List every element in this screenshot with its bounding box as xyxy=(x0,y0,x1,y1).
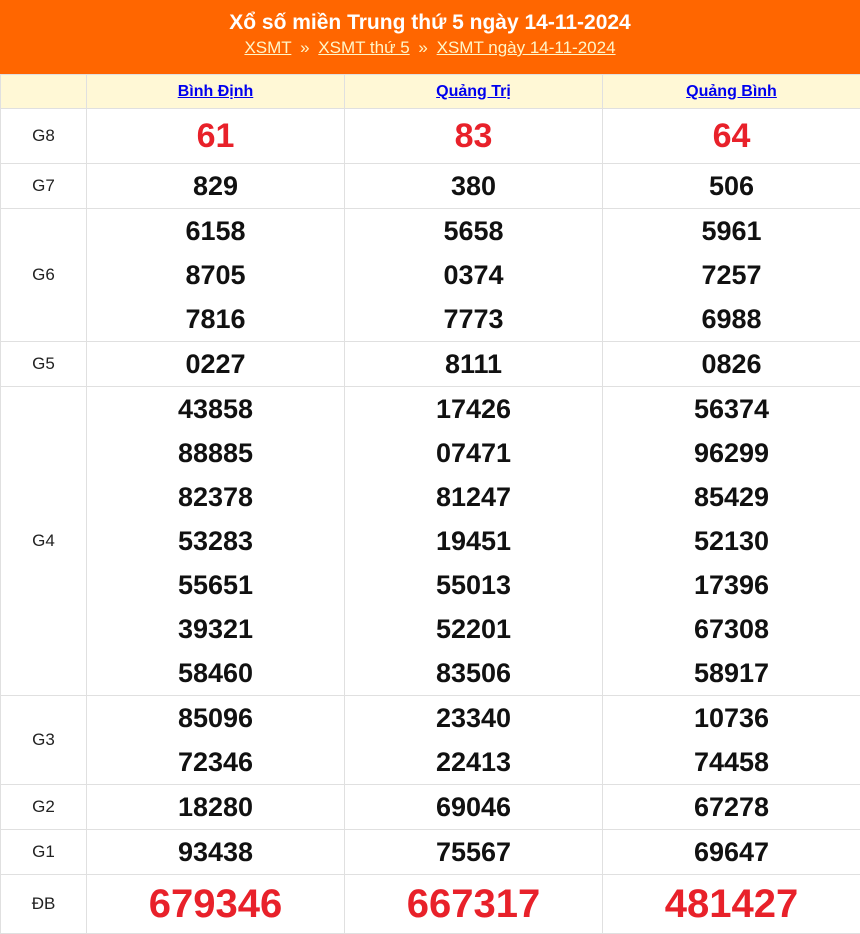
lottery-number: 380 xyxy=(345,164,602,208)
breadcrumb-link-xsmt-thu-5[interactable]: XSMT thứ 5 xyxy=(318,38,409,57)
lottery-number: 23340 xyxy=(345,696,602,740)
prize-result-cell xyxy=(345,696,603,785)
lottery-number: 07471 xyxy=(345,431,602,475)
prize-result-cell xyxy=(603,696,860,785)
lottery-number: 58460 xyxy=(87,651,344,695)
prize-label: G8 xyxy=(1,109,87,164)
lottery-number: 17396 xyxy=(603,563,860,607)
lottery-number: 0826 xyxy=(603,342,860,386)
prize-result-cell xyxy=(87,875,345,934)
lottery-number: 22413 xyxy=(345,740,602,784)
prize-result-cell xyxy=(87,342,345,387)
lottery-number: 82378 xyxy=(87,475,344,519)
prize-row xyxy=(1,342,860,387)
prize-result-cell xyxy=(87,164,345,209)
prize-label: G6 xyxy=(1,209,87,342)
breadcrumb-separator: » xyxy=(300,38,309,57)
prize-row xyxy=(1,109,860,164)
lottery-number: 52201 xyxy=(345,607,602,651)
lottery-number: 55651 xyxy=(87,563,344,607)
lottery-number: 69647 xyxy=(603,830,860,874)
lottery-number: 72346 xyxy=(87,740,344,784)
prize-table-body xyxy=(1,109,860,934)
lottery-number: 10736 xyxy=(603,696,860,740)
lottery-number: 43858 xyxy=(87,387,344,431)
lottery-number: 56374 xyxy=(603,387,860,431)
page-title: Xổ số miền Trung thứ 5 ngày 14-11-2024 xyxy=(0,10,860,36)
page-header xyxy=(0,0,860,74)
prize-result-cell xyxy=(345,342,603,387)
prize-result-cell xyxy=(603,875,860,934)
prize-row xyxy=(1,164,860,209)
province-header-cell xyxy=(345,75,603,109)
breadcrumb-link-xsmt[interactable]: XSMT xyxy=(244,38,291,57)
prize-row xyxy=(1,696,860,785)
prize-label: G7 xyxy=(1,164,87,209)
prize-result-cell xyxy=(603,387,860,696)
prize-result-cell xyxy=(345,830,603,875)
lottery-number: 74458 xyxy=(603,740,860,784)
prize-row xyxy=(1,875,860,934)
lottery-number: 829 xyxy=(87,164,344,208)
lottery-number: 83 xyxy=(345,109,602,163)
lottery-number: 67278 xyxy=(603,785,860,829)
lottery-number: 17426 xyxy=(345,387,602,431)
lottery-number: 55013 xyxy=(345,563,602,607)
lottery-number: 8111 xyxy=(345,342,602,386)
prize-result-cell xyxy=(87,830,345,875)
lottery-number: 19451 xyxy=(345,519,602,563)
prize-result-cell xyxy=(603,109,860,164)
lottery-number: 481427 xyxy=(603,875,860,933)
prize-result-cell xyxy=(345,209,603,342)
lottery-number: 53283 xyxy=(87,519,344,563)
lottery-number: 5658 xyxy=(345,209,602,253)
lottery-number: 7773 xyxy=(345,297,602,341)
lottery-number: 0227 xyxy=(87,342,344,386)
province-link-binh-dinh[interactable]: Bình Định xyxy=(178,83,254,100)
prize-result-cell xyxy=(603,342,860,387)
lottery-number: 39321 xyxy=(87,607,344,651)
lottery-number: 52130 xyxy=(603,519,860,563)
prize-label: G3 xyxy=(1,696,87,785)
prize-row xyxy=(1,387,860,696)
prize-result-cell xyxy=(87,387,345,696)
province-link-quang-tri[interactable]: Quảng Trị xyxy=(436,83,511,100)
prize-result-cell xyxy=(87,785,345,830)
prize-result-cell xyxy=(87,696,345,785)
province-header-cell xyxy=(603,75,860,109)
prize-result-cell xyxy=(345,109,603,164)
prize-result-cell xyxy=(603,785,860,830)
header-empty-cell xyxy=(1,75,87,109)
prize-result-cell xyxy=(87,209,345,342)
prize-row xyxy=(1,830,860,875)
prize-result-cell xyxy=(345,164,603,209)
lottery-number: 67308 xyxy=(603,607,860,651)
prize-result-cell xyxy=(603,164,860,209)
prize-result-cell xyxy=(87,109,345,164)
results-table xyxy=(0,74,860,934)
prize-result-cell xyxy=(345,875,603,934)
province-header-cell xyxy=(87,75,345,109)
lottery-number: 83506 xyxy=(345,651,602,695)
lottery-number: 75567 xyxy=(345,830,602,874)
prize-result-cell xyxy=(603,209,860,342)
breadcrumb xyxy=(0,36,860,60)
lottery-number: 58917 xyxy=(603,651,860,695)
lottery-number: 679346 xyxy=(87,875,344,933)
lottery-number: 96299 xyxy=(603,431,860,475)
prize-label: ĐB xyxy=(1,875,87,934)
lottery-number: 85429 xyxy=(603,475,860,519)
lottery-number: 93438 xyxy=(87,830,344,874)
breadcrumb-separator: » xyxy=(418,38,427,57)
lottery-number: 18280 xyxy=(87,785,344,829)
prize-label: G1 xyxy=(1,830,87,875)
lottery-number: 0374 xyxy=(345,253,602,297)
province-header-row xyxy=(1,75,860,109)
lottery-number: 7257 xyxy=(603,253,860,297)
prize-result-cell xyxy=(603,830,860,875)
lottery-number: 61 xyxy=(87,109,344,163)
lottery-number: 6988 xyxy=(603,297,860,341)
lottery-number: 667317 xyxy=(345,875,602,933)
prize-label: G4 xyxy=(1,387,87,696)
lottery-number: 6158 xyxy=(87,209,344,253)
lottery-number: 506 xyxy=(603,164,860,208)
province-link-quang-binh[interactable]: Quảng Bình xyxy=(686,83,777,100)
lottery-number: 5961 xyxy=(603,209,860,253)
prize-result-cell xyxy=(345,785,603,830)
lottery-number: 81247 xyxy=(345,475,602,519)
prize-row xyxy=(1,209,860,342)
lottery-number: 69046 xyxy=(345,785,602,829)
lottery-number: 7816 xyxy=(87,297,344,341)
prize-result-cell xyxy=(345,387,603,696)
lottery-number: 85096 xyxy=(87,696,344,740)
prize-row xyxy=(1,785,860,830)
prize-label: G2 xyxy=(1,785,87,830)
prize-label: G5 xyxy=(1,342,87,387)
lottery-number: 8705 xyxy=(87,253,344,297)
lottery-number: 64 xyxy=(603,109,860,163)
breadcrumb-link-xsmt-date[interactable]: XSMT ngày 14-11-2024 xyxy=(437,38,616,57)
lottery-number: 88885 xyxy=(87,431,344,475)
